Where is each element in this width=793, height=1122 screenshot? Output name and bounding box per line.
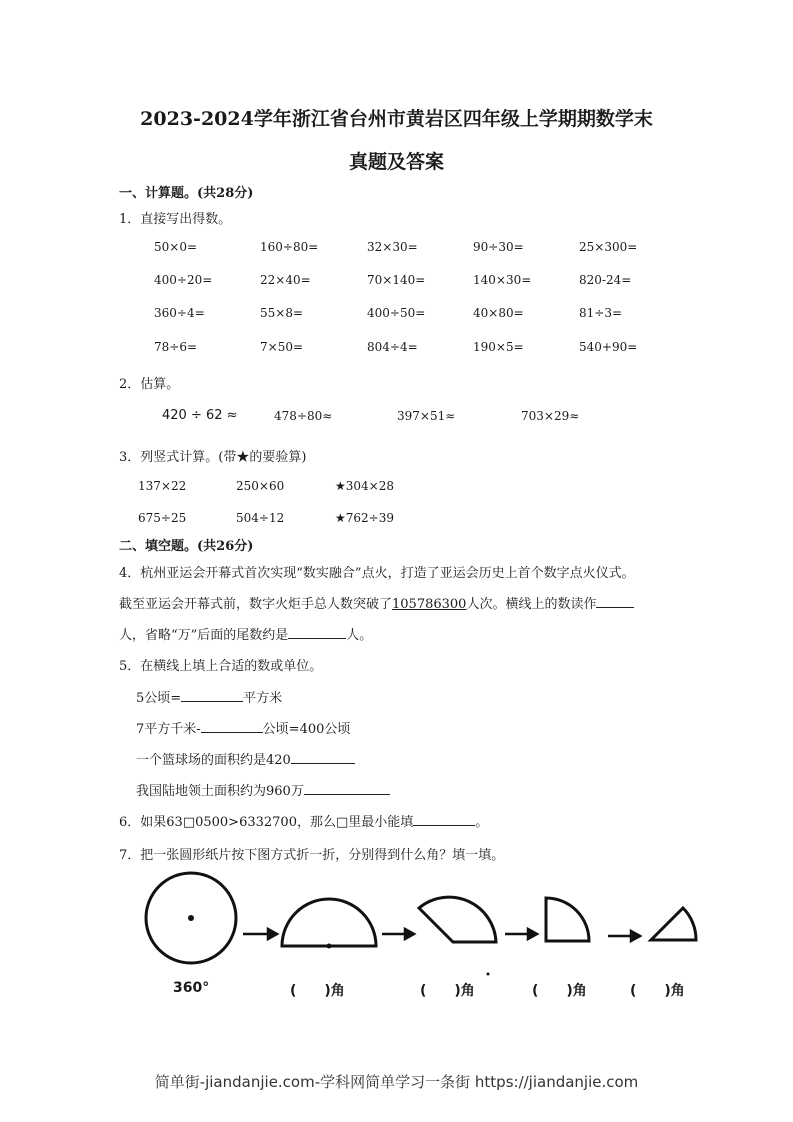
q5-b: [136, 718, 350, 737]
q6: [119, 811, 488, 830]
q5-blank-a[interactable]: [181, 688, 243, 702]
q1-cell: 78÷6=: [154, 340, 198, 354]
q5-a-post: 平方米: [243, 691, 283, 706]
q5-b-post: 公顷=400公顷: [262, 722, 351, 737]
fold-figure: [130, 868, 720, 980]
quarter-circle-shape: [546, 898, 589, 941]
q3-item: 675÷25: [138, 511, 187, 525]
q6-blank[interactable]: [413, 812, 475, 826]
q1-cell: 40×80=: [473, 306, 524, 320]
q2-item: 703×29≈: [521, 409, 580, 423]
q1-cell: 22×40=: [260, 273, 311, 287]
q6-post: 。: [475, 815, 489, 830]
q2-item: 478÷80≈: [274, 409, 333, 423]
semicircle-shape: [282, 899, 376, 946]
q3-item: ★304×28: [335, 479, 394, 493]
q7-label: 7．把一张圆形纸片按下图方式折一折，分别得到什么角？填一填。: [119, 848, 505, 863]
q3-item: 504÷12: [236, 511, 285, 525]
q6-pre: 6．如果63□0500>6332700，那么□里最小能填: [119, 815, 414, 830]
footer-watermark: 简单街-jiandanjie.com-学科网简单学习一条街 https://jiandanjie.com: [154, 1073, 639, 1091]
q1-label: 1．直接写出得数。: [119, 212, 232, 227]
q1-cell: 820-24=: [579, 273, 632, 287]
q4-line2-pre: 截至亚运会开幕式前，数字火炬手总人数突破了: [119, 597, 393, 612]
q1-cell: 50×0=: [154, 240, 198, 254]
q5-c-pre: 一个篮球场的面积约是420: [136, 753, 291, 768]
q5-blank-d[interactable]: [304, 781, 390, 795]
q1-cell: 190×5=: [473, 340, 524, 354]
q5-blank-b[interactable]: [201, 719, 263, 733]
q1-cell: 81÷3=: [579, 306, 623, 320]
section-calc-header: 一、计算题。(共28分): [119, 186, 254, 201]
q5-blank-c[interactable]: [291, 750, 355, 764]
q1-cell: 70×140=: [367, 273, 426, 287]
q4-blank-approx[interactable]: [288, 625, 346, 639]
semicircle-center-dot: [327, 944, 332, 949]
q1-cell: 360÷4=: [154, 306, 205, 320]
q4-line3-post: 人。: [346, 628, 373, 643]
angle-label-360: 360°: [173, 980, 210, 996]
q5-a: [136, 687, 282, 706]
q5-d: [136, 780, 390, 799]
q1-cell: 55×8=: [260, 306, 304, 320]
q1-cell: 7×50=: [260, 340, 304, 354]
q1-cell: 804÷4=: [367, 340, 418, 354]
q4-line1: 4．杭州亚运会开幕式首次实现“数实融合”点火，打造了亚运会历史上首个数字点火仪式。: [119, 566, 635, 581]
q5-b-pre: 7平方千米-: [136, 722, 201, 737]
q3-item: ★762÷39: [335, 511, 394, 525]
q1-cell: 140×30=: [473, 273, 532, 287]
q3-item: 250×60: [236, 479, 285, 493]
q1-cell: 160÷80=: [260, 240, 319, 254]
angle-blank-1[interactable]: ( )角: [290, 983, 345, 999]
q1-cell: 25×300=: [579, 240, 638, 254]
circle-center-dot: [188, 915, 194, 921]
angle-blank-2[interactable]: ( )角: [420, 983, 475, 999]
section-fill-header: 二、填空题。(共26分): [119, 539, 254, 554]
obtuse-sector-shape: [419, 897, 496, 942]
q3-item: 137×22: [138, 479, 187, 493]
q1-cell: 540+90=: [579, 340, 638, 354]
q1-cell: 400÷20=: [154, 273, 213, 287]
angle-blank-4[interactable]: ( )角: [630, 983, 685, 999]
q1-cell: 400÷50=: [367, 306, 426, 320]
q5-d-pre: 我国陆地领土面积约为960万: [136, 784, 304, 799]
q4-number: 105786300: [392, 597, 467, 612]
q2-item: 397×51≈: [397, 409, 456, 423]
q4-line3: [119, 624, 372, 643]
q4-line2: [119, 593, 634, 612]
angle-blank-3[interactable]: ( )角: [532, 983, 587, 999]
doc-title-line2: 真题及答案: [348, 151, 444, 173]
acute-sector-shape: [651, 908, 696, 940]
q1-cell: 32×30=: [367, 240, 418, 254]
q5-a-pre: 5公顷=: [136, 691, 182, 706]
q1-cell: 90÷30=: [473, 240, 524, 254]
q3-label: 3．列竖式计算。(带★的要验算): [119, 450, 307, 465]
q4-line2-post: 人次。横线上的数读作: [466, 597, 597, 612]
doc-title-line1: 2023-2024学年浙江省台州市黄岩区四年级上学期期数学末: [140, 108, 653, 130]
q5-label: 5．在横线上填上合适的数或单位。: [119, 659, 323, 674]
q5-c: [136, 749, 355, 768]
q2-item: 420 ÷ 62 ≈: [162, 408, 238, 423]
q4-blank-reading[interactable]: [596, 594, 634, 608]
q4-line3-pre: 人，省略“万”后面的尾数约是: [119, 628, 289, 643]
q2-label: 2．估算。: [119, 377, 180, 392]
